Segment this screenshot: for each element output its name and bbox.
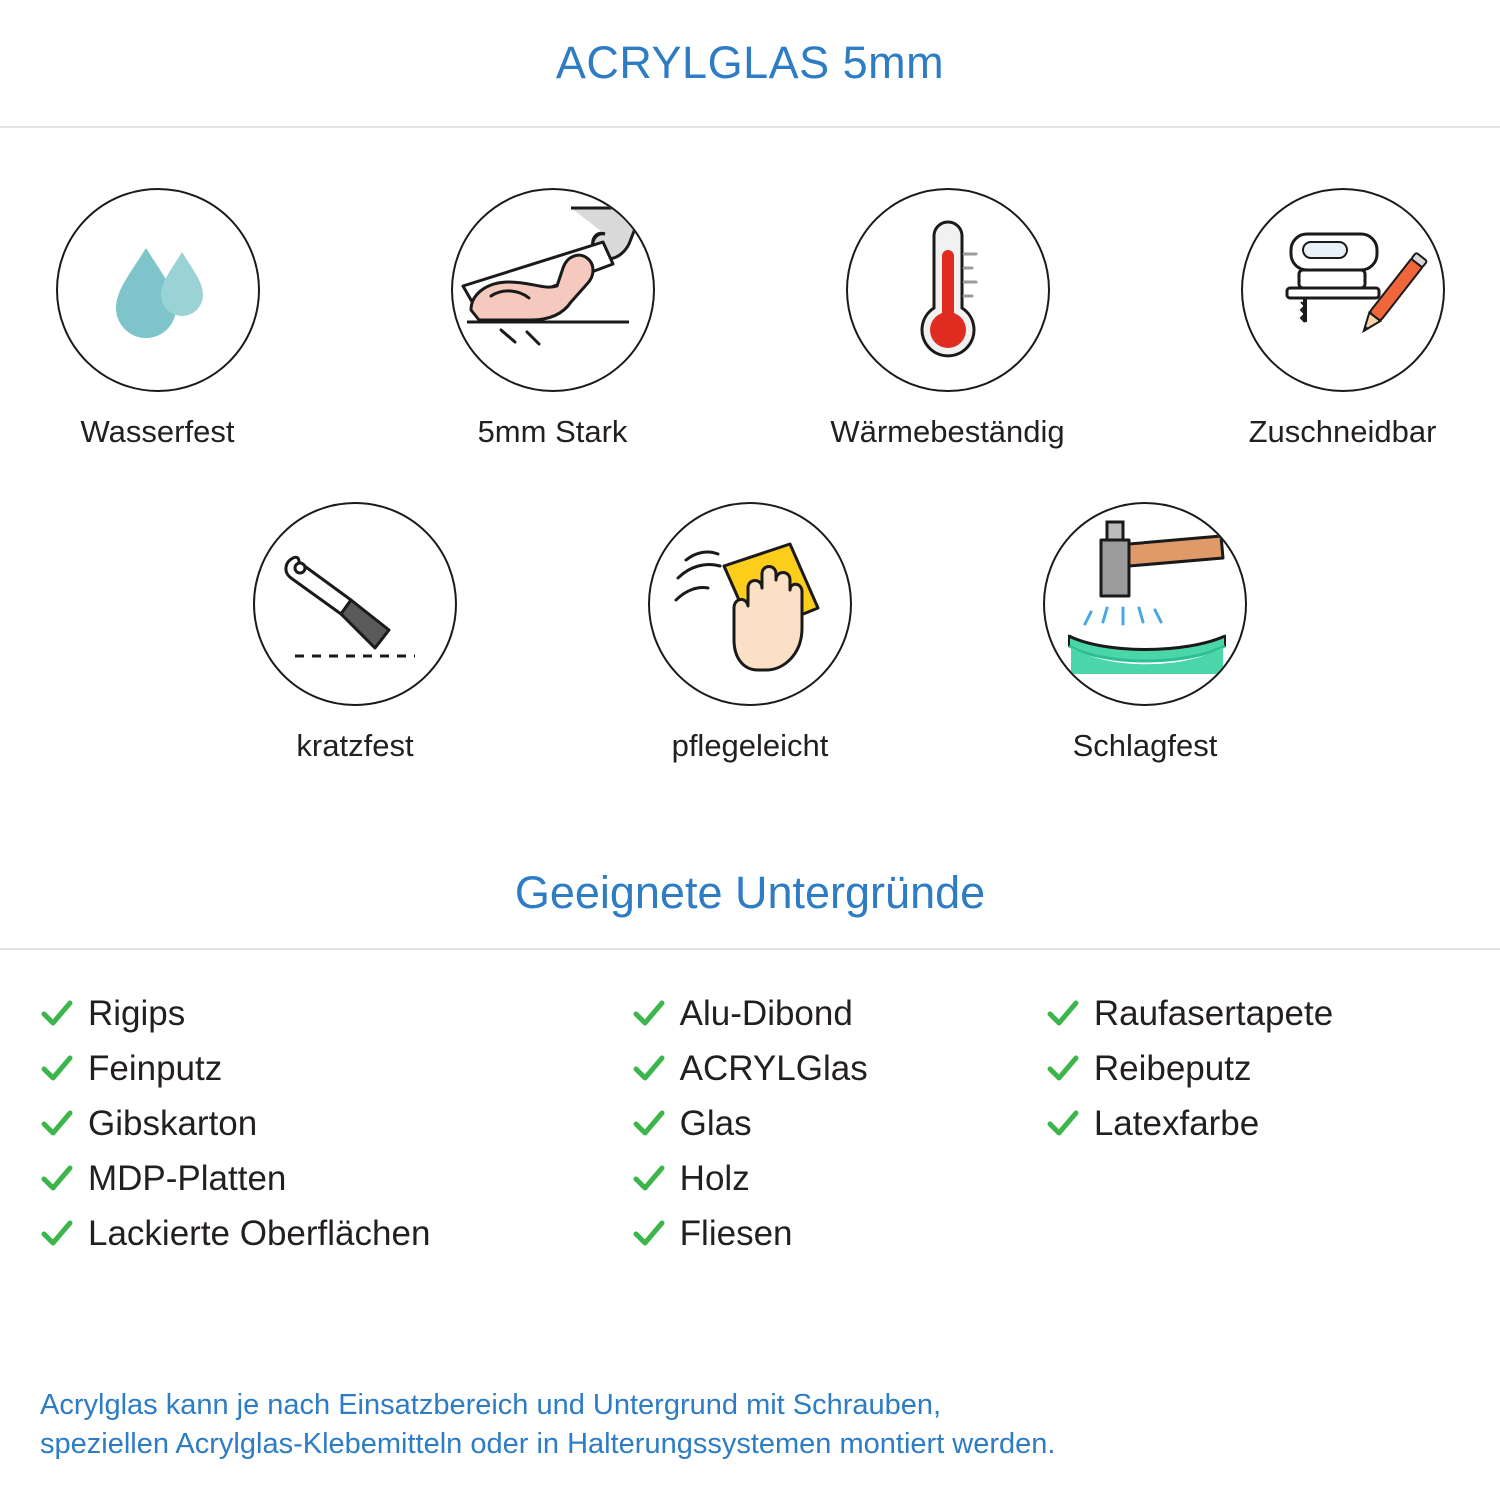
- feature-label: 5mm Stark: [477, 414, 628, 449]
- feature-grid: [0, 128, 1500, 764]
- list-item-label: Rigips: [88, 993, 186, 1033]
- feature-label: Zuschneidbar: [1248, 414, 1437, 449]
- list-item-label: Alu-Dibond: [679, 993, 853, 1033]
- jigsaw-cutter-icon: [1243, 190, 1443, 390]
- check-icon: [632, 1162, 666, 1196]
- feature-wasserfest: [10, 188, 305, 450]
- list-item-label: Fliesen: [679, 1213, 793, 1253]
- list-item: [40, 1098, 632, 1149]
- page-title: ACRYLGLAS 5mm: [555, 37, 945, 88]
- substrates-title: Geeignete Untergründe: [514, 867, 986, 918]
- list-item: [40, 988, 632, 1039]
- feature-icon-circle: [253, 502, 457, 706]
- feature-zuschneidbar: [1195, 188, 1490, 450]
- footnote-line-1: Acrylglas kann je nach Einsatzbereich und Untergrund mit Schrauben,: [40, 1388, 942, 1421]
- hammer-impact-icon: [1045, 504, 1245, 704]
- hand-cloth-wipe-icon: [650, 504, 850, 704]
- feature-label: Wasserfest: [80, 414, 235, 449]
- check-icon: [632, 1107, 666, 1141]
- list-item: [632, 1098, 1046, 1149]
- check-icon: [40, 1107, 74, 1141]
- footnote-line-2: speziellen Acrylglas-Klebemitteln oder in Halterungssystemen montiert werden.: [40, 1427, 1056, 1460]
- substrate-column-2: [632, 988, 1046, 1259]
- list-item: [40, 1208, 632, 1259]
- check-icon: [1046, 1052, 1080, 1086]
- feature-icon-circle: [1043, 502, 1247, 706]
- list-item: [632, 1043, 1046, 1094]
- check-icon: [40, 997, 74, 1031]
- list-item-label: Holz: [679, 1158, 750, 1198]
- feature-icon-circle: [1241, 188, 1445, 392]
- feature-label: kratzfest: [296, 728, 414, 763]
- list-item-label: Glas: [679, 1103, 752, 1143]
- feature-waermebestaendig: [800, 188, 1095, 450]
- feature-kratzfest: [208, 502, 503, 764]
- check-icon: [40, 1217, 74, 1251]
- list-item: [1046, 1098, 1460, 1149]
- feature-icon-circle: [56, 188, 260, 392]
- thermometer-icon: [848, 190, 1048, 390]
- list-item: [632, 1208, 1046, 1259]
- list-item-label: Raufasertapete: [1093, 993, 1334, 1033]
- feature-label: pflegeleicht: [671, 728, 829, 763]
- list-item: [40, 1043, 632, 1094]
- knife-scratch-icon: [255, 504, 455, 704]
- check-icon: [40, 1052, 74, 1086]
- substrate-list: [0, 950, 1500, 1259]
- feature-schlagfest: [998, 502, 1293, 764]
- substrates-header: [0, 838, 1500, 950]
- feature-icon-circle: [451, 188, 655, 392]
- list-item-label: MDP-Platten: [88, 1158, 287, 1198]
- check-icon: [632, 1052, 666, 1086]
- check-icon: [40, 1162, 74, 1196]
- list-item-label: Latexfarbe: [1093, 1103, 1260, 1143]
- feature-label: Schlagfest: [1072, 728, 1218, 763]
- list-item: [1046, 988, 1460, 1039]
- feature-icon-circle: [648, 502, 852, 706]
- feature-label: Wärmebeständig: [830, 414, 1065, 449]
- list-item-label: Lackierte Oberflächen: [88, 1213, 431, 1253]
- list-item-label: Feinputz: [88, 1048, 223, 1088]
- substrate-column-1: [40, 988, 632, 1259]
- list-item-label: Gibskarton: [88, 1103, 258, 1143]
- list-item: [40, 1153, 632, 1204]
- feature-row-1: [0, 188, 1500, 450]
- check-icon: [1046, 1107, 1080, 1141]
- feature-icon-circle: [846, 188, 1050, 392]
- list-item: [632, 988, 1046, 1039]
- feature-row-2: [0, 502, 1500, 764]
- check-icon: [1046, 997, 1080, 1031]
- flexed-arm-icon: [453, 190, 653, 390]
- check-icon: [632, 1217, 666, 1251]
- water-drops-icon: [58, 190, 258, 390]
- list-item-label: ACRYLGlas: [679, 1048, 868, 1088]
- list-item-label: Reibeputz: [1093, 1048, 1252, 1088]
- footnote: [40, 1386, 1460, 1464]
- list-item: [632, 1153, 1046, 1204]
- list-item: [1046, 1043, 1460, 1094]
- header: [0, 0, 1500, 128]
- substrate-column-3: [1046, 988, 1460, 1259]
- check-icon: [632, 997, 666, 1031]
- feature-pflegeleicht: [603, 502, 898, 764]
- feature-5mm-stark: [405, 188, 700, 450]
